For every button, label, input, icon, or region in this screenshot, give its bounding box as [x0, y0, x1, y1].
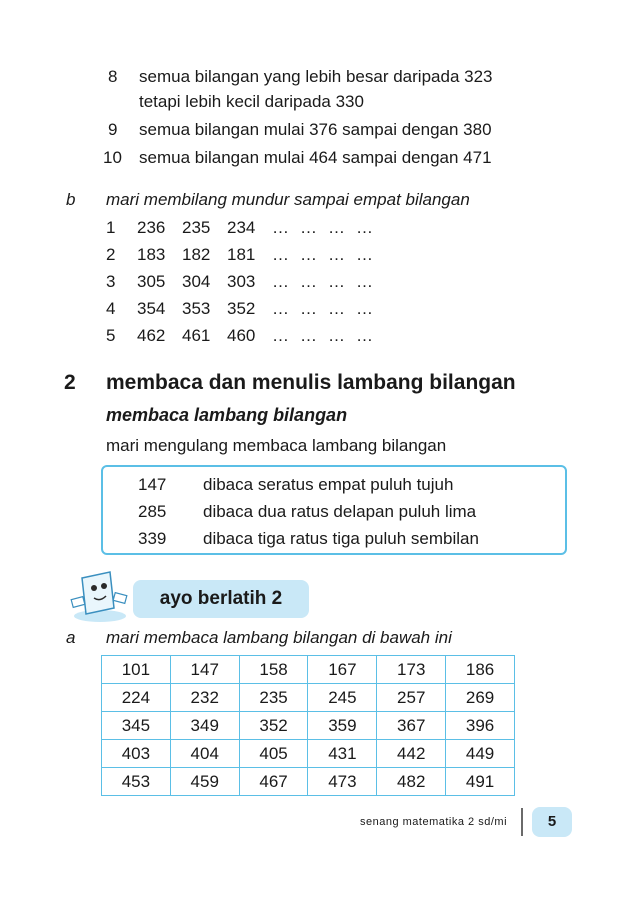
countdown-row-number: 2 [106, 245, 116, 264]
countdown-row-number: 5 [106, 326, 116, 345]
countdown-value: 354 [137, 299, 166, 318]
countdown-blank: … [300, 326, 317, 345]
table-cell: 453 [102, 768, 171, 796]
countdown-blank: … [300, 245, 317, 264]
table-cell: 491 [446, 768, 515, 796]
table-cell: 367 [377, 712, 446, 740]
intro-text: mari mengulang membaca lambang bilangan [106, 436, 447, 455]
list-item-number: 8 [108, 67, 118, 86]
table-cell: 101 [102, 656, 171, 684]
table-cell: 173 [377, 656, 446, 684]
example-reading: dibaca tiga ratus tiga puluh sembilan [203, 529, 479, 548]
list-item-number: 10 [103, 148, 122, 167]
list-item-text: semua bilangan yang lebih besar daripada 323 [139, 67, 493, 86]
example-reading: dibaca seratus empat puluh tujuh [203, 475, 454, 494]
table-cell: 147 [170, 656, 239, 684]
countdown-blank: … [272, 218, 289, 237]
section-title: mari membilang mundur sampai empat bilangan [106, 190, 470, 209]
section-number: 2 [64, 371, 76, 394]
countdown-value: 235 [182, 218, 211, 237]
countdown-value: 353 [182, 299, 211, 318]
countdown-blank: … [328, 218, 345, 237]
countdown-sequence [137, 272, 384, 292]
countdown-row-number: 4 [106, 299, 116, 318]
countdown-blank: … [328, 245, 345, 264]
table-cell: 224 [102, 684, 171, 712]
countdown-blank: … [300, 299, 317, 318]
table-cell: 345 [102, 712, 171, 740]
section-letter: b [66, 190, 76, 209]
table-cell: 349 [170, 712, 239, 740]
number-table [101, 655, 515, 796]
countdown-blank: … [356, 299, 373, 318]
countdown-blank: … [356, 218, 373, 237]
list-item-text: semua bilangan mulai 464 sampai dengan 471 [139, 148, 492, 167]
subsection-heading: membaca lambang bilangan [106, 405, 348, 425]
table-row [102, 684, 515, 712]
countdown-value: 462 [137, 326, 166, 345]
table-cell: 158 [239, 656, 308, 684]
table-cell: 482 [377, 768, 446, 796]
countdown-blank: … [272, 272, 289, 291]
table-cell: 232 [170, 684, 239, 712]
footer-divider [521, 808, 523, 836]
section-letter: a [66, 628, 76, 647]
reading-examples-box [101, 465, 567, 555]
countdown-blank: … [356, 245, 373, 264]
table-cell: 359 [308, 712, 377, 740]
table-cell: 186 [446, 656, 515, 684]
table-cell: 442 [377, 740, 446, 768]
table-cell: 473 [308, 768, 377, 796]
countdown-value: 181 [227, 245, 256, 264]
table-cell: 405 [239, 740, 308, 768]
countdown-value: 183 [137, 245, 166, 264]
countdown-blank: … [328, 272, 345, 291]
table-cell: 449 [446, 740, 515, 768]
table-cell: 167 [308, 656, 377, 684]
list-item-number: 9 [108, 120, 118, 139]
table-cell: 269 [446, 684, 515, 712]
countdown-blank: … [272, 299, 289, 318]
exercise-title: mari membaca lambang bilangan di bawah ini [106, 628, 452, 647]
countdown-blank: … [272, 326, 289, 345]
countdown-value: 234 [227, 218, 256, 237]
countdown-value: 304 [182, 272, 211, 291]
countdown-value: 182 [182, 245, 211, 264]
countdown-sequence [137, 245, 384, 265]
countdown-blank: … [356, 272, 373, 291]
countdown-sequence [137, 299, 384, 319]
book-title-footer: senang matematika 2 sd/mi [360, 816, 508, 828]
table-cell: 467 [239, 768, 308, 796]
table-row [102, 712, 515, 740]
page-number: 5 [532, 807, 572, 837]
countdown-blank: … [300, 272, 317, 291]
countdown-value: 352 [227, 299, 256, 318]
countdown-blank: … [328, 326, 345, 345]
table-cell: 459 [170, 768, 239, 796]
countdown-blank: … [300, 218, 317, 237]
example-reading: dibaca dua ratus delapan puluh lima [203, 502, 477, 521]
countdown-sequence [137, 326, 384, 346]
table-cell: 352 [239, 712, 308, 740]
mascot-icon [70, 568, 130, 624]
example-number: 339 [138, 529, 167, 548]
countdown-row-number: 1 [106, 218, 116, 237]
section-heading: membaca dan menulis lambang bilangan [106, 371, 516, 394]
table-cell: 245 [308, 684, 377, 712]
countdown-row-number: 3 [106, 272, 116, 291]
table-row [102, 740, 515, 768]
table-row [102, 656, 515, 684]
countdown-value: 305 [137, 272, 166, 291]
example-number: 147 [138, 475, 167, 494]
table-row [102, 768, 515, 796]
table-cell: 404 [170, 740, 239, 768]
table-cell: 396 [446, 712, 515, 740]
list-item-text: semua bilangan mulai 376 sampai dengan 380 [139, 120, 492, 139]
countdown-blank: … [356, 326, 373, 345]
example-number: 285 [138, 502, 167, 521]
countdown-blank: … [328, 299, 345, 318]
table-cell: 403 [102, 740, 171, 768]
list-item-text: tetapi lebih kecil daripada 330 [139, 92, 364, 111]
countdown-value: 303 [227, 272, 256, 291]
table-cell: 235 [239, 684, 308, 712]
countdown-value: 461 [182, 326, 211, 345]
countdown-sequence [137, 218, 384, 238]
table-cell: 431 [308, 740, 377, 768]
countdown-blank: … [272, 245, 289, 264]
table-cell: 257 [377, 684, 446, 712]
exercise-badge: ayo berlatih 2 [133, 580, 309, 618]
countdown-value: 236 [137, 218, 166, 237]
countdown-value: 460 [227, 326, 256, 345]
